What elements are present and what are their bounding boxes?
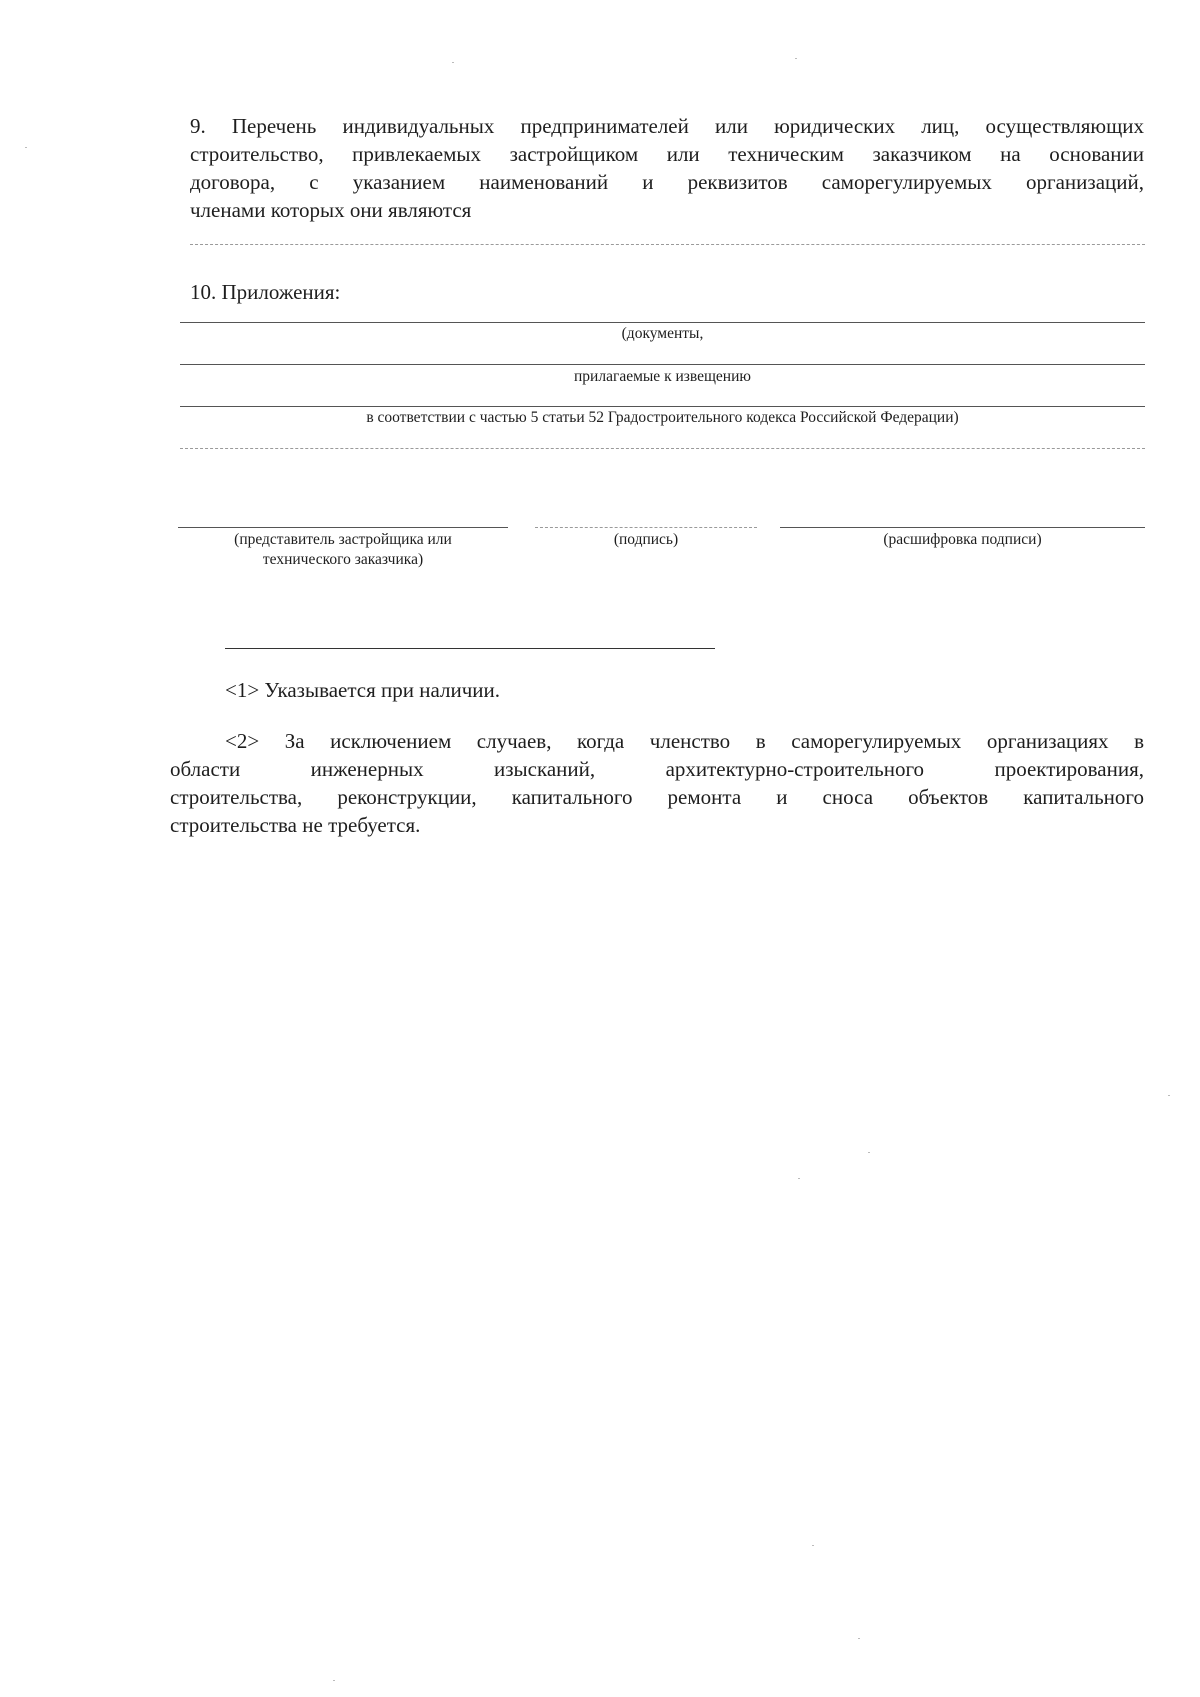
item-9-paragraph <box>190 112 1144 224</box>
attachments-fill-line-2 <box>180 364 1145 365</box>
item-9-line: договора, с указанием наименований и реквизитов саморегулируемых организаций, <box>190 170 1144 194</box>
signature-line <box>535 527 757 528</box>
scan-speck <box>452 62 454 63</box>
signature-caption: (подпись) <box>613 531 679 548</box>
footnote-separator <box>225 648 715 649</box>
attachments-caption-1: (документы, <box>621 325 704 342</box>
representative-caption-line: технического заказчика) <box>262 551 424 568</box>
representative-caption <box>178 530 508 570</box>
footnote-2-line: строительства не требуется. <box>170 813 421 837</box>
scan-speck <box>868 1152 870 1153</box>
attachments-caption-3: в соответствии с частью 5 статьи 52 Градостроительного кодекса Российской Федерации) <box>366 409 959 426</box>
item-9-fill-line <box>190 244 1145 245</box>
attachments-fill-line-4 <box>180 448 1145 449</box>
attachments-fill-line-1 <box>180 322 1145 323</box>
item-9-line: членами которых они являются <box>190 198 472 222</box>
footnote-1: <1> Указывается при наличии. <box>225 678 500 702</box>
footnote-2 <box>170 727 1144 839</box>
scan-speck <box>858 1638 860 1639</box>
attachments-caption-2: прилагаемые к извещению <box>574 368 751 385</box>
representative-line <box>178 527 508 528</box>
scan-speck <box>795 58 797 59</box>
signature-decoding-caption: (расшифровка подписи) <box>883 531 1042 548</box>
scan-speck <box>1168 1095 1170 1096</box>
footnote-2-line: строительства, реконструкции, капитального ремонта и сноса объектов капитального <box>170 785 1144 809</box>
footnote-2-line: области инженерных изысканий, архитектурно-строительного проектирования, <box>170 757 1144 781</box>
scan-speck <box>25 147 27 148</box>
signature-decoding-line <box>780 527 1145 528</box>
scan-speck <box>798 1178 800 1179</box>
scan-speck <box>333 1680 335 1681</box>
footnote-2-line: <2> За исключением случаев, когда членство в саморегулируемых организациях в <box>225 729 1144 753</box>
item-9-line: строительство, привлекаемых застройщиком или техническим заказчиком на основании <box>190 142 1144 166</box>
scan-speck <box>812 1545 814 1546</box>
representative-caption-line: (представитель застройщика или <box>234 531 452 548</box>
attachments-fill-line-3 <box>180 406 1145 407</box>
item-10-title: 10. Приложения: <box>190 280 341 304</box>
item-9-line: 9. Перечень индивидуальных предпринимателей или юридических лиц, осуществляющих <box>190 114 1144 138</box>
